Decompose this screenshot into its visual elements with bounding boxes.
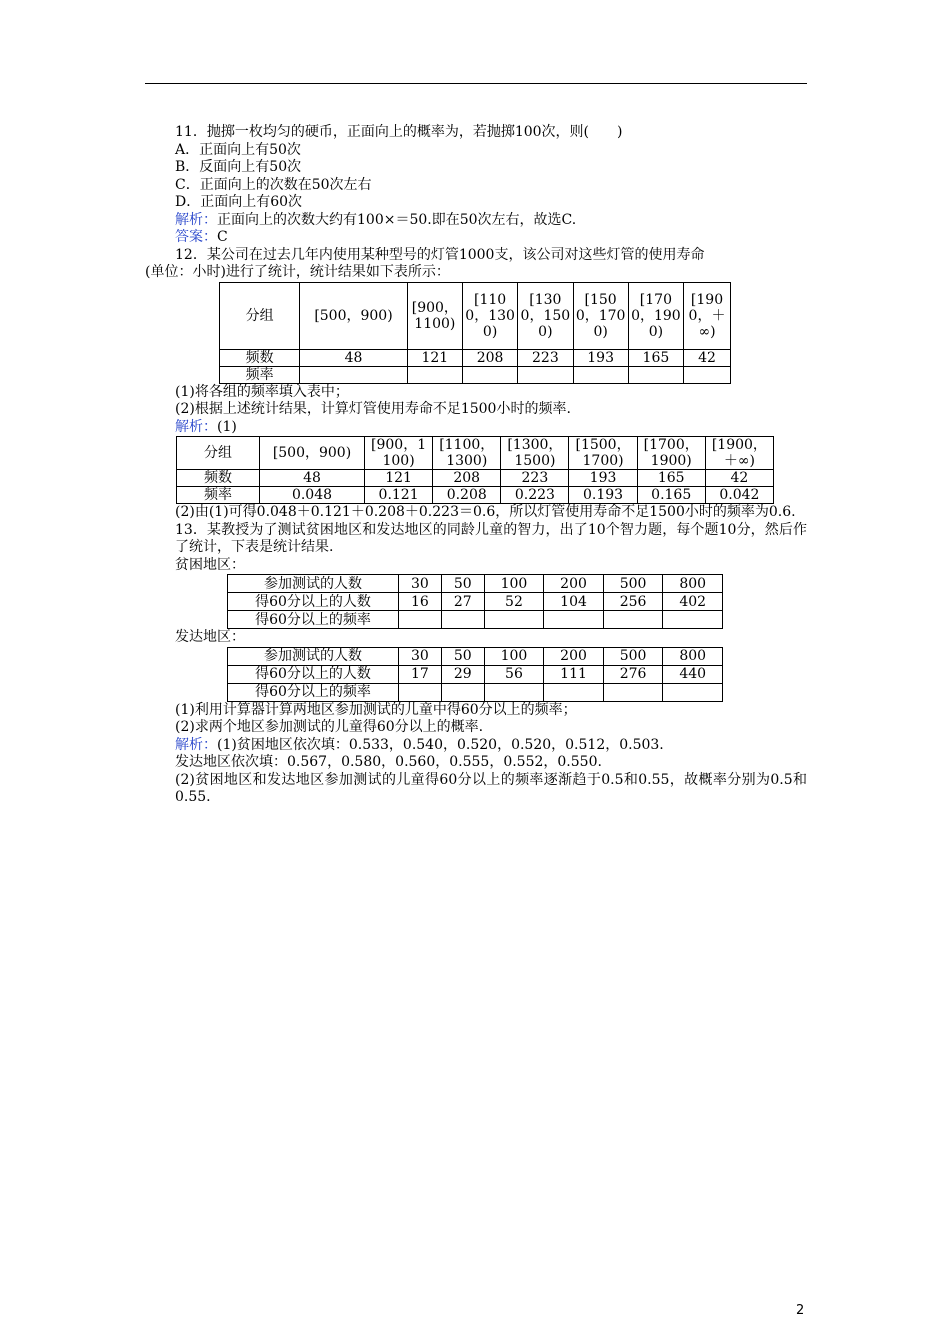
- header-cell: [500，900): [300, 282, 407, 349]
- q11-answer: [145, 229, 807, 247]
- q12-stem-line2: (单位：小时)进行了统计，统计结果如下表所示：: [145, 264, 450, 280]
- header-cell: 分组: [220, 282, 300, 349]
- q13-solution1a: (1)贫困地区依次填：0.533，0.540，0.520，0.520，0.512，0.503.: [217, 736, 664, 753]
- header-cell: [1700，1900): [628, 282, 683, 349]
- q11-option-a: A．正面向上有50次: [175, 141, 301, 158]
- table-cell: 121: [365, 470, 433, 487]
- table-row: [228, 611, 723, 629]
- table-cell: 402: [663, 593, 723, 611]
- table-cell: 104: [544, 593, 604, 611]
- table-row: [177, 470, 774, 487]
- table-cell: 30: [399, 575, 442, 593]
- table-cell: [441, 683, 484, 701]
- table-cell: [544, 683, 604, 701]
- table-cell: [484, 683, 544, 701]
- table-cell: [684, 366, 731, 383]
- header-rule: [145, 83, 807, 84]
- table-cell: [300, 366, 407, 383]
- q12-solution2: (2)由(1)可得0.048＋0.121＋0.208＋0.223＝0.6，所以灯管使用寿命不足1500小时的频率为0.6.: [175, 504, 796, 520]
- table-cell: [399, 611, 442, 629]
- header-cell: [1900， ＋∞): [705, 437, 773, 470]
- q11-answer-text: C: [217, 229, 228, 245]
- header-cell: [900，1 100): [365, 437, 433, 470]
- table-row: [228, 575, 723, 593]
- table-cell: [462, 366, 517, 383]
- header-cell: [1300， 1500): [501, 437, 569, 470]
- table-cell: 100: [484, 575, 544, 593]
- table-row: [177, 487, 774, 504]
- table-cell: 500: [603, 647, 663, 665]
- page-number: 2: [796, 1303, 805, 1318]
- table-cell: 800: [663, 647, 723, 665]
- row-label: 得60分以上的人数: [228, 665, 399, 683]
- table-header-row: [220, 282, 731, 349]
- q13-stem: 13．某教授为了测试贫困地区和发达地区的同龄儿童的智力，出了10个智力题，每个题10分，然后作了统计，下表是统计结果.: [175, 521, 807, 555]
- q12-table-solution: [176, 436, 774, 504]
- table-cell: [663, 611, 723, 629]
- q13-table-developed: [227, 647, 723, 702]
- table-cell: 256: [603, 593, 663, 611]
- row-label: 频数: [220, 349, 300, 366]
- table-cell: 16: [399, 593, 442, 611]
- row-label: 得60分以上的人数: [228, 593, 399, 611]
- table-cell: 0.223: [501, 487, 569, 504]
- table-cell: 223: [501, 470, 569, 487]
- table-cell: 27: [441, 593, 484, 611]
- table-cell: 52: [484, 593, 544, 611]
- header-cell: [1300，1500): [518, 282, 573, 349]
- q13-table-poor: [227, 574, 723, 629]
- table-cell: [399, 683, 442, 701]
- header-cell: [1700， 1900): [637, 437, 705, 470]
- table-cell: 0.193: [569, 487, 637, 504]
- table-cell: 165: [637, 470, 705, 487]
- header-cell: [1500， 1700): [569, 437, 637, 470]
- header-cell: [1900，＋∞): [684, 282, 731, 349]
- table-header-row: [177, 437, 774, 470]
- table-cell: 165: [628, 349, 683, 366]
- table-cell: 0.121: [365, 487, 433, 504]
- header-cell: [1100， 1300): [433, 437, 501, 470]
- q11-option-c: C．正面向上的次数在50次左右: [175, 176, 372, 193]
- q13-sub2: (2)求两个地区参加测试的儿童得60分以上的概率.: [175, 719, 484, 735]
- table-cell: 0.042: [705, 487, 773, 504]
- table-cell: 121: [407, 349, 462, 366]
- region-developed-label: 发达地区：: [175, 629, 245, 645]
- header-cell: [1100，1300): [462, 282, 517, 349]
- table-cell: 208: [462, 349, 517, 366]
- row-label: 参加测试的人数: [228, 647, 399, 665]
- row-label: 频率: [177, 487, 260, 504]
- table-row: [220, 366, 731, 383]
- q11-option-d: D．正面向上有60次: [175, 194, 303, 210]
- table-cell: [484, 611, 544, 629]
- table-row: [228, 647, 723, 665]
- analysis-label: 解析：: [175, 736, 217, 753]
- table-row: [228, 593, 723, 611]
- table-cell: 56: [484, 665, 544, 683]
- q12-sub2: (2)根据上述统计结果，计算灯管使用寿命不足1500小时的频率.: [175, 401, 571, 417]
- table-cell: 276: [603, 665, 663, 683]
- q12-sub1: (1)将各组的频率填入表中；: [175, 383, 349, 400]
- q13-solution1b: 发达地区依次填：0.567，0.580，0.560，0.555，0.552，0.550.: [175, 754, 602, 770]
- table-cell: [544, 611, 604, 629]
- table-cell: [573, 366, 628, 383]
- header-cell: [500，900): [260, 437, 365, 470]
- q12-table-blank: [219, 282, 731, 384]
- table-cell: 0.048: [260, 487, 365, 504]
- table-cell: 100: [484, 647, 544, 665]
- q11-analysis-text: 正面向上的次数大约有100×＝50.即在50次左右，故选C.: [217, 211, 577, 228]
- analysis-label: 解析：: [175, 418, 217, 435]
- region-poor-label: 贫困地区：: [175, 556, 245, 573]
- table-cell: [518, 366, 573, 383]
- q12-analysis-part: (1): [217, 418, 237, 435]
- table-cell: 111: [544, 665, 604, 683]
- table-cell: 193: [569, 470, 637, 487]
- table-cell: [603, 611, 663, 629]
- table-cell: [407, 366, 462, 383]
- q11-stem: 11．抛掷一枚均匀的硬币，正面向上的概率为，若抛掷100次，则( ): [175, 124, 623, 140]
- table-cell: 193: [573, 349, 628, 366]
- table-cell: 42: [705, 470, 773, 487]
- page-content: [145, 124, 807, 807]
- table-cell: [441, 611, 484, 629]
- header-cell: [900，1100): [407, 282, 462, 349]
- table-cell: 200: [544, 647, 604, 665]
- table-cell: 48: [260, 470, 365, 487]
- q11-option-b: B．反面向上有50次: [175, 159, 302, 175]
- table-cell: 223: [518, 349, 573, 366]
- table-cell: 200: [544, 575, 604, 593]
- q11-analysis: [145, 212, 807, 230]
- q13-sub1: (1)利用计算器计算两地区参加测试的儿童中得60分以上的频率；: [175, 701, 577, 718]
- table-cell: 17: [399, 665, 442, 683]
- table-cell: [603, 683, 663, 701]
- table-cell: 208: [433, 470, 501, 487]
- table-cell: 42: [684, 349, 731, 366]
- row-label: 频数: [177, 470, 260, 487]
- table-cell: 50: [441, 575, 484, 593]
- header-cell: [1500，1700): [573, 282, 628, 349]
- header-cell: 分组: [177, 437, 260, 470]
- row-label: 频率: [220, 366, 300, 383]
- table-cell: [628, 366, 683, 383]
- table-row: [228, 665, 723, 683]
- table-cell: 30: [399, 647, 442, 665]
- row-label: 得60分以上的频率: [228, 611, 399, 629]
- table-cell: [663, 683, 723, 701]
- q12-analysis: [145, 419, 807, 437]
- table-cell: 440: [663, 665, 723, 683]
- q12-stem-line1: 12．某公司在过去几年内使用某种型号的灯管1000支，该公司对这些灯管的使用寿命: [175, 246, 705, 263]
- answer-label: 答案：: [175, 229, 217, 245]
- table-cell: 0.165: [637, 487, 705, 504]
- table-cell: 0.208: [433, 487, 501, 504]
- table-cell: 800: [663, 575, 723, 593]
- row-label: 得60分以上的频率: [228, 683, 399, 701]
- table-row: [220, 349, 731, 366]
- table-cell: 48: [300, 349, 407, 366]
- table-cell: 29: [441, 665, 484, 683]
- row-label: 参加测试的人数: [228, 575, 399, 593]
- q13-solution2: (2)贫困地区和发达地区参加测试的儿童得60分以上的频率逐渐趋于0.5和0.55，故概率分别为0.5和0.55.: [175, 771, 807, 805]
- q13-analysis: [145, 737, 807, 755]
- table-cell: 500: [603, 575, 663, 593]
- table-cell: 50: [441, 647, 484, 665]
- analysis-label: 解析：: [175, 211, 217, 228]
- table-row: [228, 683, 723, 701]
